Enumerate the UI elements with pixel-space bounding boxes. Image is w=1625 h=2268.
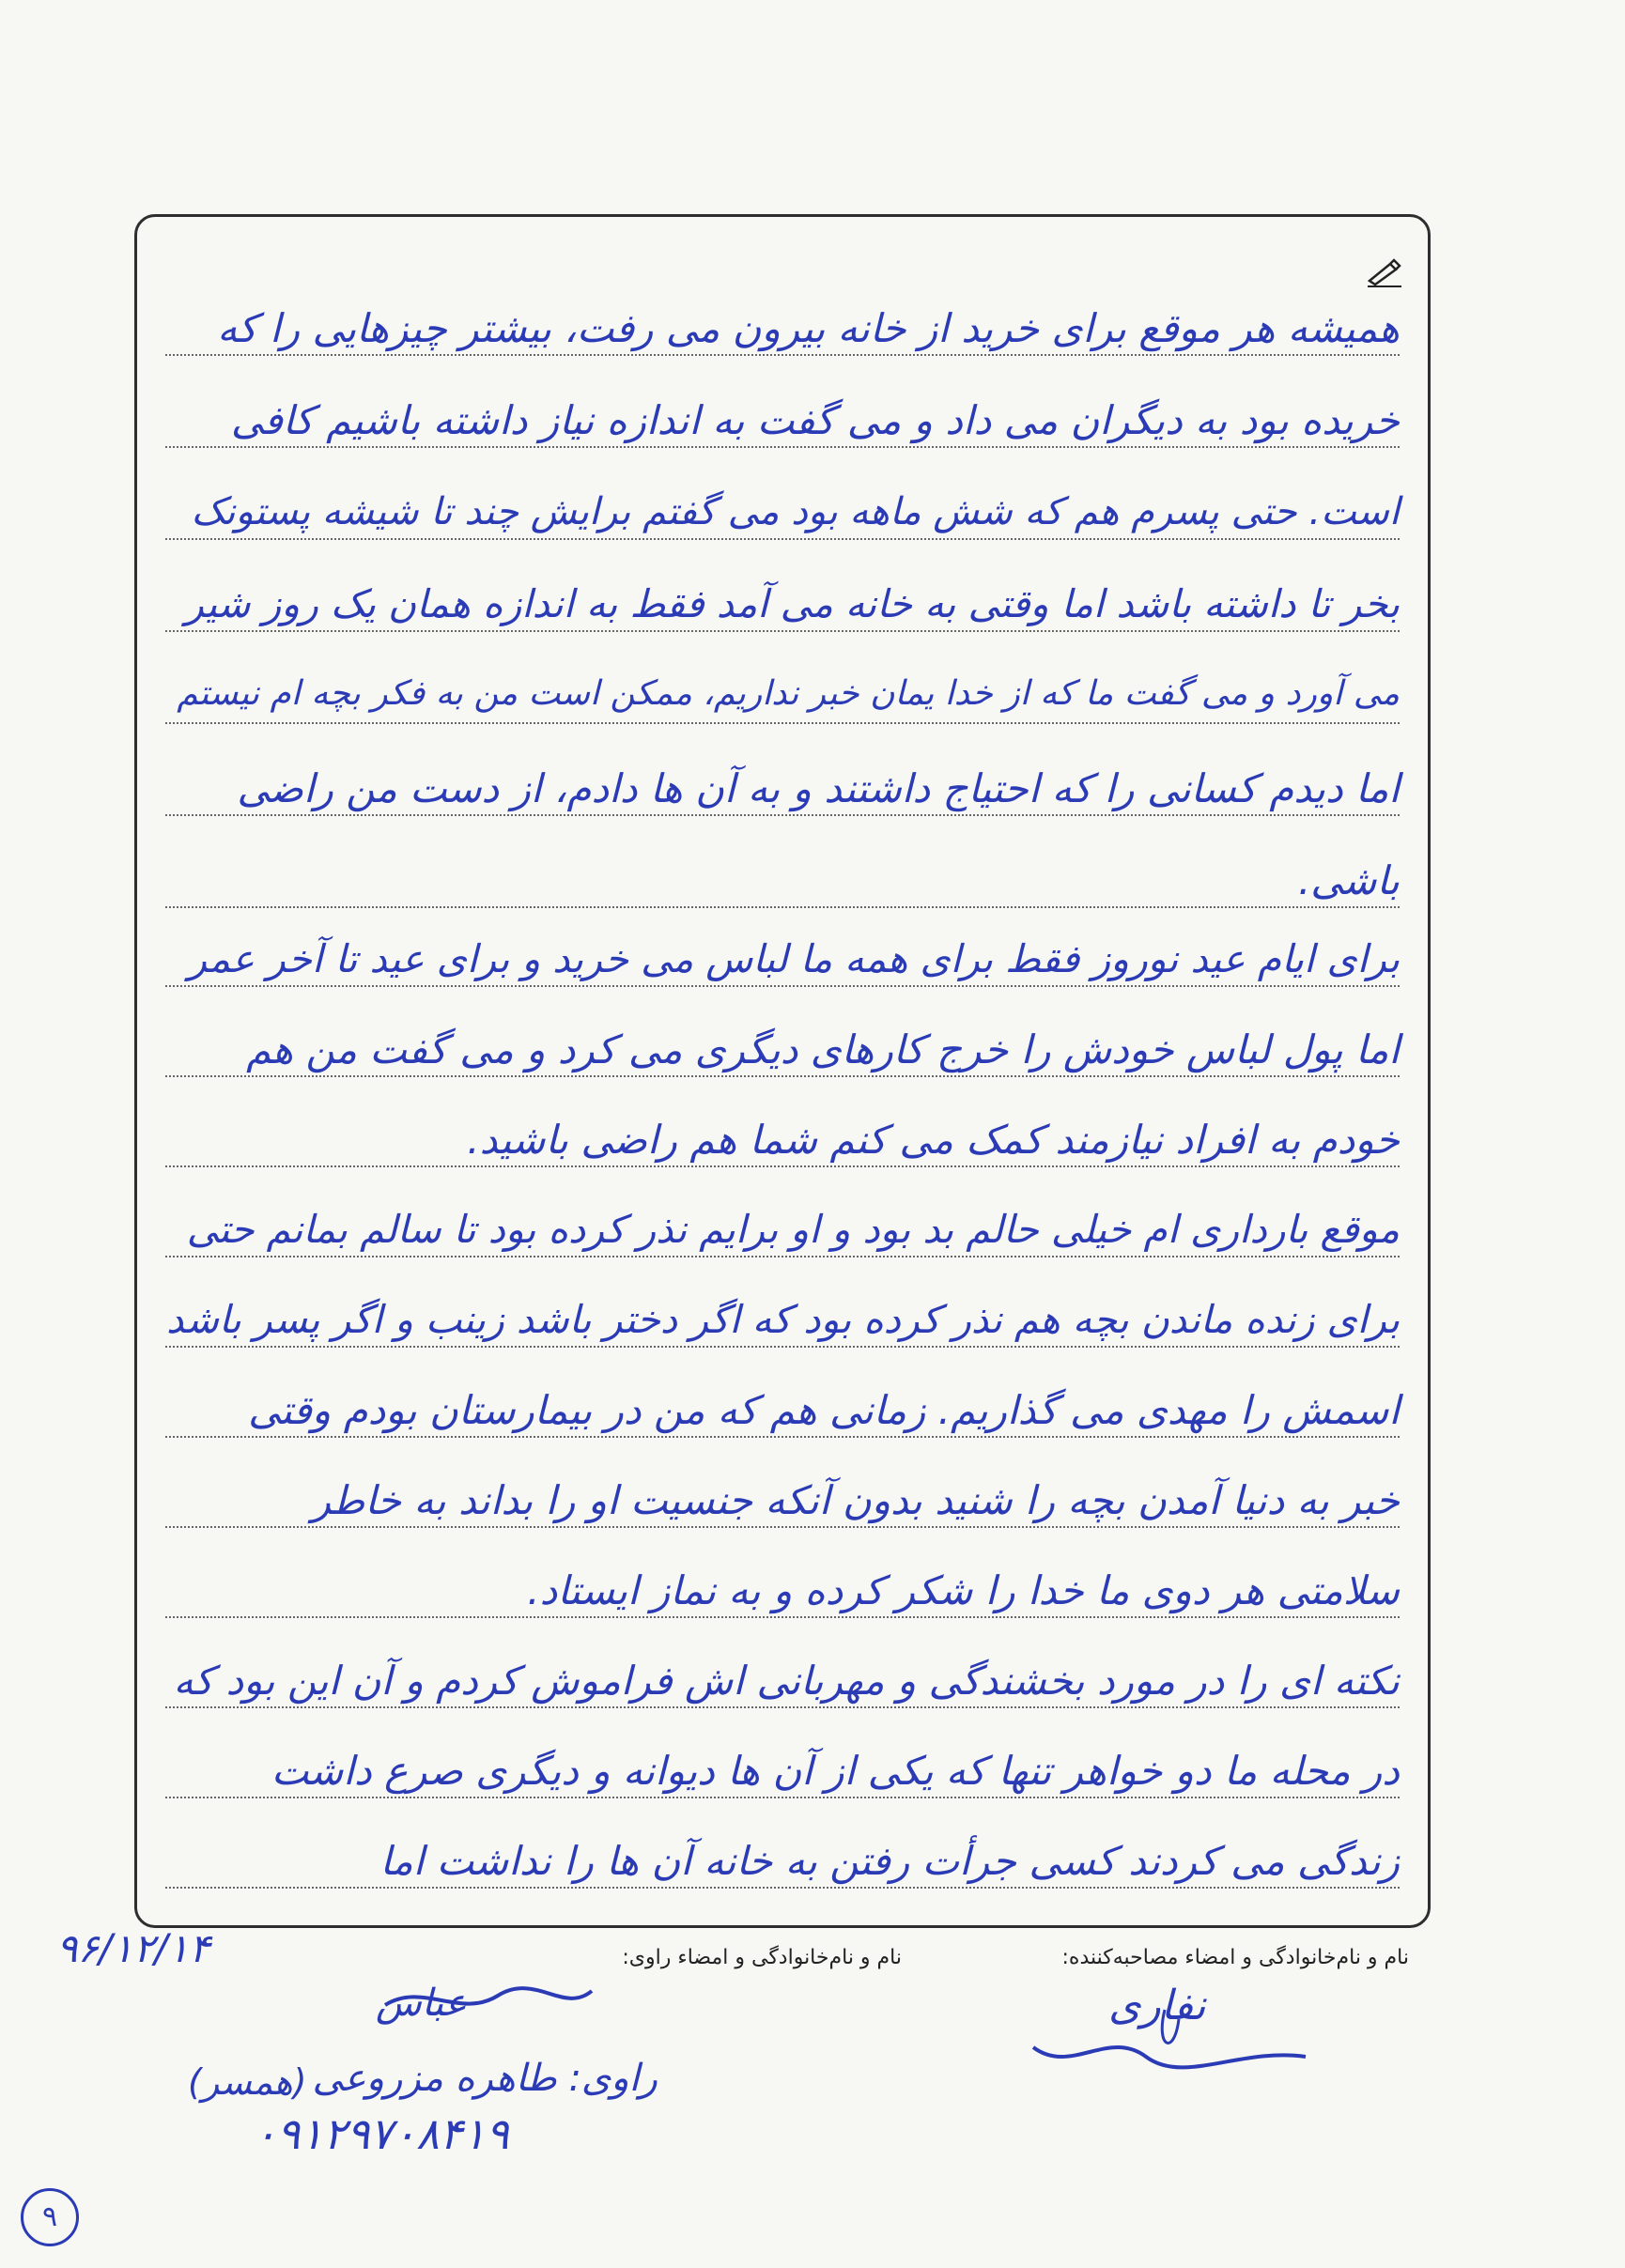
- rule-line: [165, 1706, 1400, 1708]
- rule-line: [165, 1526, 1400, 1528]
- handwritten-line: اسمش را مهدی می گذاریم. زمانی هم که من در بیمارستان بودم وقتی: [248, 1387, 1400, 1433]
- handwritten-line: سلامتی هر دوی ما خدا را شکر کرده و به نماز ایستاد.: [527, 1567, 1400, 1613]
- rule-line: [165, 1165, 1400, 1167]
- handwritten-line: است. حتی پسرم هم که شش ماهه بود می گفتم برایش چند تا شیشه پستونک: [191, 490, 1400, 533]
- narrator-label: نام و نام‌خانوادگی و امضاء راوی:: [622, 1946, 902, 1969]
- rule-line: [165, 1256, 1400, 1257]
- rule-line: [165, 985, 1400, 987]
- rule-line: [165, 354, 1400, 356]
- rule-line: [165, 722, 1400, 724]
- interviewer-label: نام و نام‌خانوادگی و امضاء مصاحبه‌کننده:: [1061, 1946, 1409, 1969]
- rule-line: [165, 1346, 1400, 1348]
- handwritten-line: خودم به افراد نیازمند کمک می کنم شما هم راضی باشید.: [467, 1117, 1400, 1163]
- interviewer-signature: نفاری: [1108, 1982, 1206, 2029]
- rule-line: [165, 446, 1400, 448]
- handwritten-line: اما دیدم کسانی را که احتیاج داشتند و به آن ها دادم، از دست من راضی: [237, 765, 1400, 811]
- handwritten-line: زندگی می کردند کسی جرأت رفتن به خانه آن ها را نداشت اما: [379, 1838, 1400, 1884]
- handwritten-line: همیشه هر موقع برای خرید از خانه بیرون می رفت، بیشتر چیزهایی را که: [217, 305, 1400, 351]
- rule-line: [165, 538, 1400, 540]
- rule-line: [165, 630, 1400, 632]
- handwritten-line: برای ایام عید نوروز فقط برای همه ما لباس می خرید و برای عید تا آخر عمر: [188, 936, 1400, 981]
- phone-number: ۰۹۱۲۹۷۰۸۴۱۹: [254, 2108, 509, 2159]
- handwritten-line: در محله ما دو خواهر تنها که یکی از آن ها دیوانه و دیگری صرع داشت: [271, 1748, 1400, 1794]
- rule-line: [165, 1616, 1400, 1618]
- handwritten-line: بخر تا داشته باشد اما وقتی به خانه می آمد فقط به اندازه همان یک روز شیر: [185, 581, 1400, 626]
- rule-line: [165, 1887, 1400, 1889]
- handwritten-line: خریده بود به دیگران می داد و می گفت به اندازه نیاز داشته باشیم کافی: [230, 397, 1400, 443]
- page-frame: [134, 214, 1431, 1928]
- handwritten-line: باشی.: [1297, 857, 1400, 903]
- page-number: ۹: [21, 2188, 79, 2246]
- narrator-relation: (همسر): [188, 2061, 307, 2103]
- pen-icon: [1366, 253, 1403, 290]
- handwritten-line: خبر به دنیا آمدن بچه را شنید بدون آنکه جنسیت او را بداند به خاطر: [311, 1477, 1400, 1523]
- handwritten-line: اما پول لباس خودش را خرج کارهای دیگری می کرد و می گفت من هم: [246, 1026, 1400, 1072]
- signature-scribble: [1014, 1991, 1315, 2075]
- handwritten-line: برای زنده ماندن بچه هم نذر کرده بود که اگر دختر باشد زینب و اگر پسر باشد: [166, 1297, 1400, 1342]
- rule-line: [165, 1436, 1400, 1438]
- rule-line: [165, 1797, 1400, 1798]
- handwritten-line: موقع بارداری ام خیلی حالم بد بود و او برایم نذر کرده بود تا سالم بمانم حتی: [186, 1207, 1400, 1252]
- handwritten-line: نکته ای را در مورد بخشندگی و مهربانی اش فراموش کردم و آن این بود که: [173, 1658, 1400, 1704]
- narrator-name: عباس: [376, 1982, 467, 2025]
- handwritten-line: می آورد و می گفت ما که از خدا یمان خبر نداریم، ممکن است من به فکر بچه ام نیستم: [177, 674, 1400, 713]
- date: ۹۶/۱۲/۱۴: [56, 1925, 210, 1971]
- rule-line: [165, 814, 1400, 816]
- narrator-scribble: [376, 1977, 601, 2024]
- rule-line: [165, 1075, 1400, 1077]
- rule-line: [165, 906, 1400, 908]
